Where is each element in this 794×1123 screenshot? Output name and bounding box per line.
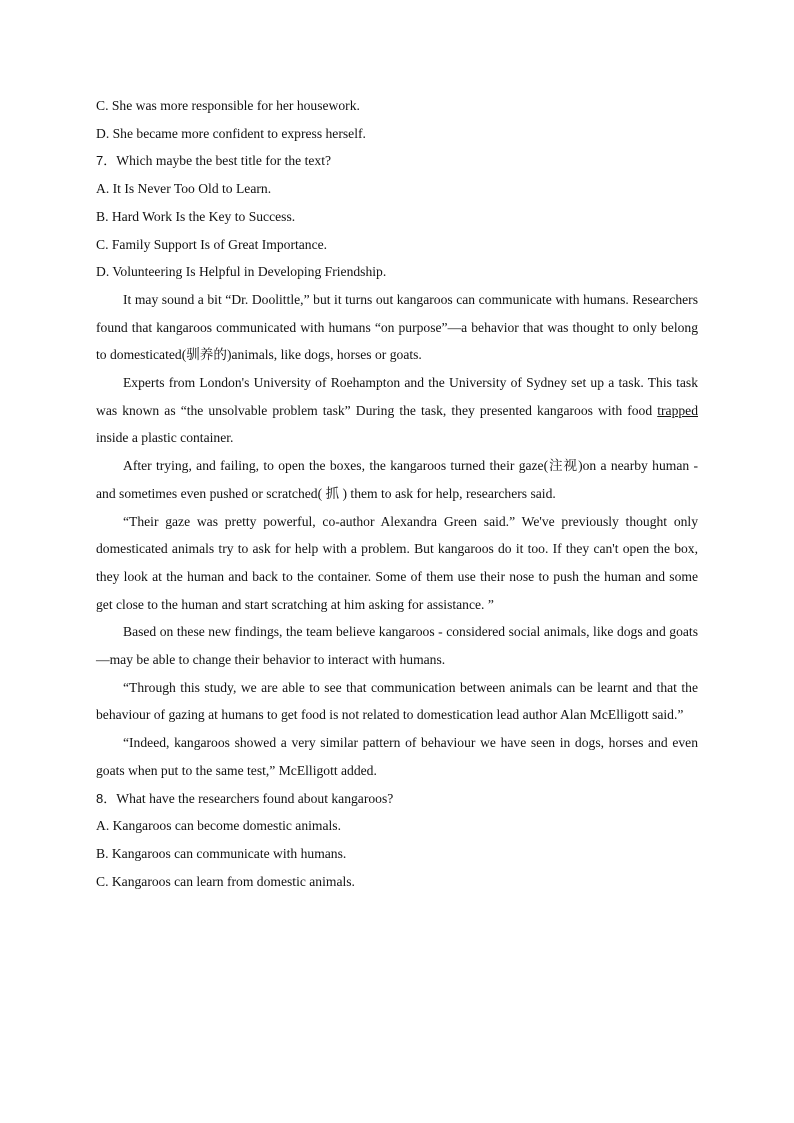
underlined-word: trapped bbox=[657, 402, 698, 418]
question-8 bbox=[96, 785, 698, 813]
question-text: What have the researchers found about kangaroos? bbox=[116, 790, 394, 806]
passage-paragraph-2 bbox=[96, 369, 698, 452]
passage-paragraph-3: After trying, and failing, to open the boxes, the kangaroos turned their gaze(注视)on a nearby human - and sometimes even pushed or scratched( 抓 ) them to ask for help, researchers said. bbox=[96, 458, 698, 501]
question-number: 8． bbox=[96, 790, 117, 806]
paragraph-text: Experts from London's University of Roehampton and the University of Sydney set up a task. This task was known as “the unsolvable problem task” During the task, they presented kangaroos with food bbox=[96, 375, 698, 418]
option-q8-a: A. Kangaroos can become domestic animals. bbox=[96, 818, 341, 834]
option-q6-d: D. She became more confident to express herself. bbox=[96, 125, 366, 141]
question-7 bbox=[96, 147, 698, 175]
option-q8-c: C. Kangaroos can learn from domestic animals. bbox=[96, 873, 355, 889]
passage-paragraph-5: Based on these new findings, the team believe kangaroos - considered social animals, like dogs and goats—may be able to change their behavior to interact with humans. bbox=[96, 624, 698, 668]
option-q7-a: A. It Is Never Too Old to Learn. bbox=[96, 181, 272, 197]
option-q7-d: D. Volunteering Is Helpful in Developing Friendship. bbox=[96, 264, 387, 280]
question-text: Which maybe the best title for the text? bbox=[116, 153, 332, 169]
option-q7-c: C. Family Support Is of Great Importance. bbox=[96, 236, 328, 252]
option-q7-b: B. Hard Work Is the Key to Success. bbox=[96, 208, 296, 224]
document-page bbox=[96, 92, 698, 895]
paragraph-text: inside a plastic container. bbox=[96, 430, 234, 446]
passage-paragraph-4: “Their gaze was pretty powerful, co-author Alexandra Green said.” We've previously thought only domesticated animals try to ask for help with a problem. But kangaroos do it too. If they can't open the box, they look at the human and back to the container. Some of them use their nose to push the human and some get close to the human and start scratching at him asking for assistance. ” bbox=[96, 513, 698, 612]
passage-paragraph-1: It may sound a bit “Dr. Doolittle,” but it turns out kangaroos can communicate with humans. Researchers found that kangaroos communicated with humans “on purpose”—a behavior that was thought to only belong to domesticated(驯养的)animals, like dogs, horses or goats. bbox=[96, 291, 698, 363]
question-number: 7． bbox=[96, 153, 117, 169]
option-q8-b: B. Kangaroos can communicate with humans. bbox=[96, 845, 347, 861]
option-q6-c: C. She was more responsible for her housework. bbox=[96, 98, 360, 113]
passage-paragraph-6: “Through this study, we are able to see that communication between animals can be learnt and that the behaviour of gazing at humans to get food is not related to domestication lead author Alan McElligott said.” bbox=[96, 679, 698, 723]
passage-paragraph-7: “Indeed, kangaroos showed a very similar pattern of behaviour we have seen in dogs, horses and even goats when put to the same test,” McElligott added. bbox=[96, 735, 698, 778]
